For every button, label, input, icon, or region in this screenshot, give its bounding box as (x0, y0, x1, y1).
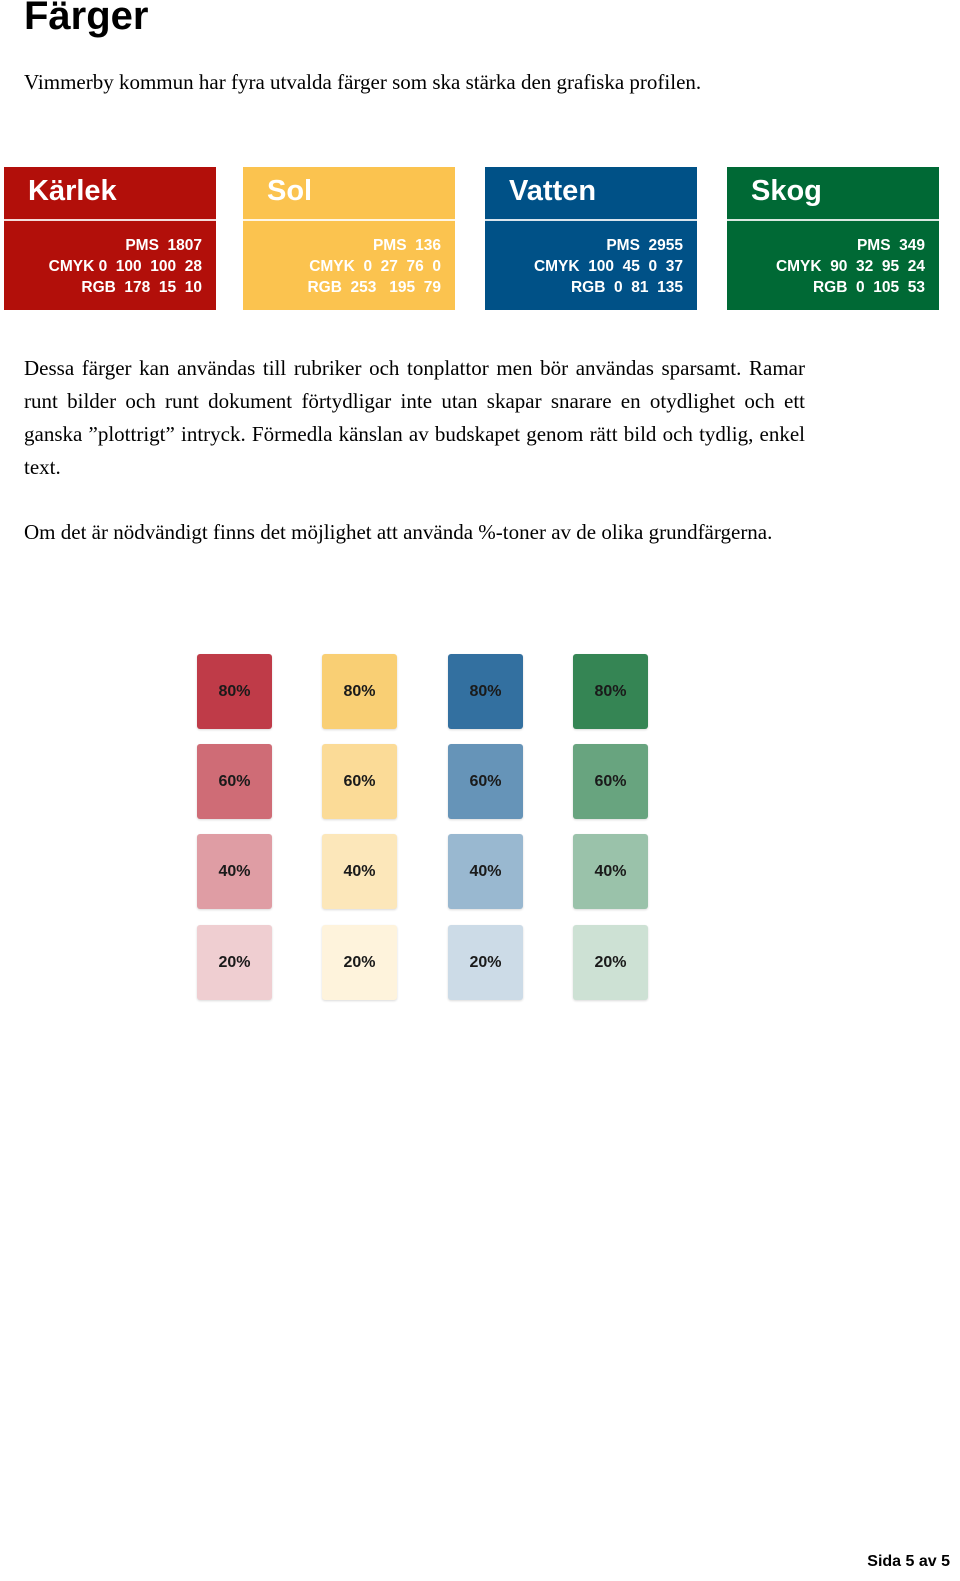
tint-vatten-20 (448, 925, 523, 1000)
tint-sol-80 (322, 654, 397, 729)
tint-label: 20% (469, 953, 502, 971)
swatch-skog (727, 167, 939, 310)
swatch-sol (243, 167, 455, 310)
tint-label: 60% (469, 772, 502, 790)
tint-karlek-80 (197, 654, 272, 729)
swatch-karlek (4, 167, 216, 310)
tint-paragraph: Om det är nödvändigt finns det möjlighet att använda %-toner av de olika grundfärgerna. (24, 520, 773, 544)
tint-label: 40% (218, 862, 251, 880)
tint-label: 80% (594, 682, 627, 700)
tint-label: 40% (343, 862, 376, 880)
tint-vatten-80 (448, 654, 523, 729)
color-swatch-row (0, 167, 960, 311)
swatch-divider (4, 219, 216, 221)
tint-karlek-40 (197, 834, 272, 909)
swatch-cmyk: CMYK 90 32 95 24 (775, 258, 925, 275)
swatch-name: Kärlek (28, 175, 117, 207)
swatch-cmyk: CMYK 100 45 0 37 (533, 258, 683, 275)
swatch-vatten (485, 167, 697, 310)
tint-sol-20 (322, 925, 397, 1000)
tint-label: 20% (594, 953, 627, 971)
tint-label: 80% (218, 682, 251, 700)
tint-karlek-20 (197, 925, 272, 1000)
tint-label: 60% (594, 772, 627, 790)
swatch-divider (727, 219, 939, 221)
tint-karlek-60 (197, 744, 272, 819)
tint-vatten-60 (448, 744, 523, 819)
tint-label: 60% (343, 772, 376, 790)
tint-label: 60% (218, 772, 251, 790)
swatch-cmyk: CMYK 0 100 100 28 (48, 258, 202, 275)
page-title: Färger (24, 0, 149, 38)
tint-sol-60 (322, 744, 397, 819)
swatch-pms: PMS 349 (856, 237, 925, 254)
swatch-rgb: RGB 178 15 10 (81, 279, 202, 296)
swatch-divider (485, 219, 697, 221)
swatch-pms: PMS 136 (372, 237, 441, 254)
tint-skog-60 (573, 744, 648, 819)
tint-label: 40% (469, 862, 502, 880)
swatch-rgb: RGB 253 195 79 (307, 279, 441, 296)
swatch-name: Sol (267, 175, 313, 207)
tint-skog-40 (573, 834, 648, 909)
tint-label: 20% (218, 953, 251, 971)
intro-paragraph: Vimmerby kommun har fyra utvalda färger som ska stärka den grafiska profilen. (24, 70, 702, 94)
tint-sol-40 (322, 834, 397, 909)
swatch-name: Vatten (509, 175, 597, 207)
tint-skog-80 (573, 654, 648, 729)
tint-vatten-40 (448, 834, 523, 909)
tint-label: 40% (594, 862, 627, 880)
tint-label: 20% (343, 953, 376, 971)
tint-skog-20 (573, 925, 648, 1000)
swatch-pms: PMS 1807 (125, 237, 202, 254)
usage-paragraph: Dessa färger kan användas till rubriker och tonplattor men bör användas sparsamt. Ramar runt bilder och runt dokument förtydligar inte utan skapar snarare en otydlighet och ett ganska ”plottrigt” intryck. Förmedla känslan av budskapet genom rätt bild och tydlig, enkel text. (24, 356, 805, 479)
swatch-divider (243, 219, 455, 221)
swatch-rgb: RGB 0 81 135 (570, 279, 683, 296)
swatch-name: Skog (751, 175, 822, 207)
swatch-rgb: RGB 0 105 53 (812, 279, 925, 296)
page-number: Sida 5 av 5 (867, 1553, 950, 1570)
tint-label: 80% (343, 682, 376, 700)
swatch-cmyk: CMYK 0 27 76 0 (309, 258, 441, 275)
swatch-pms: PMS 2955 (606, 237, 683, 254)
tint-label: 80% (469, 682, 502, 700)
